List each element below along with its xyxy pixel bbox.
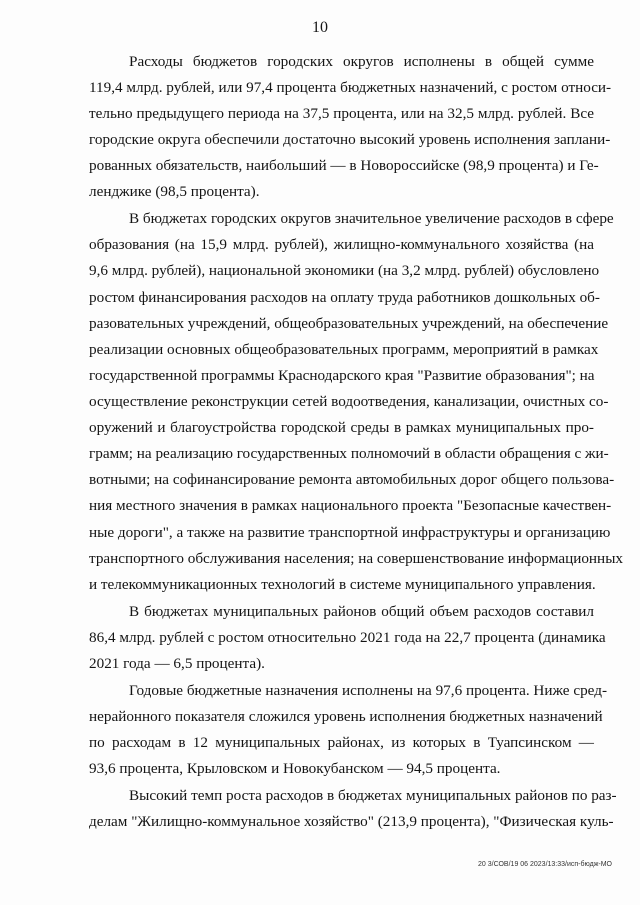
text-line: делам "Жилищно-коммунальное хозяйство" (213,9 процента), "Физическая куль- bbox=[89, 813, 614, 830]
text-line: рованных обязательств, наибольший — в Новороссийске (98,9 процента) и Ге- bbox=[89, 157, 599, 174]
text-line: реализации основных общеобразовательных программ, мероприятий в рамках bbox=[89, 341, 599, 358]
text-line: Высокий темп роста расходов в бюджетах муниципальных районов по раз- bbox=[129, 787, 617, 804]
text-line: государственной программы Краснодарского края "Развитие образования"; на bbox=[89, 367, 595, 384]
text-line: ные дороги", а также на развитие транспортной инфраструктуры и организацию bbox=[89, 524, 611, 541]
text-line: ростом финансирования расходов на оплату труда работников дошкольных об- bbox=[89, 289, 600, 306]
text-line: оружений и благоустройства городской среды в рамках муниципальных про- bbox=[89, 419, 594, 436]
text-line: осуществление реконструкции сетей водоотведения, канализации, очистных со- bbox=[89, 393, 609, 410]
text-line: ленджике (98,5 процента). bbox=[89, 183, 260, 200]
text-line: В бюджетах городских округов значительное увеличение расходов в сфере bbox=[129, 210, 614, 227]
text-line: В бюджетах муниципальных районов общий объем расходов составил bbox=[129, 603, 594, 620]
text-line: вотными; на софинансирование ремонта автомобильных дорог общего пользова- bbox=[89, 471, 615, 488]
text-line: грамм; на реализацию государственных полномочий в области обращения с жи- bbox=[89, 445, 609, 462]
text-line: городские округа обеспечили достаточно высокий уровень исполнения заплани- bbox=[89, 131, 611, 148]
text-line: по расходам в 12 муниципальных районах, из которых в Туапсинском — bbox=[89, 734, 594, 751]
text-line: транспортного обслуживания населения; на совершенствование информационных bbox=[89, 550, 623, 567]
text-line: 86,4 млрд. рублей с ростом относительно 2021 года на 22,7 процента (динамика bbox=[89, 629, 606, 646]
text-line: и телекоммуникационных технологий в системе муниципального управления. bbox=[89, 576, 596, 593]
document-footer-code: 20 3/СОВ/19 06 2023/13:33/исп-бюдж-МО bbox=[478, 861, 612, 868]
text-line: 9,6 млрд. рублей), национальной экономики (на 3,2 млрд. рублей) обусловлено bbox=[89, 262, 600, 279]
text-line: тельно предыдущего периода на 37,5 процента, или на 32,5 млрд. рублей. Все bbox=[89, 105, 594, 122]
text-line: нерайонного показателя сложился уровень исполнения бюджетных назначений bbox=[89, 708, 603, 725]
text-line: 119,4 млрд. рублей, или 97,4 процента бюджетных назначений, с ростом относи- bbox=[89, 79, 612, 96]
text-line: Годовые бюджетные назначения исполнены на 97,6 процента. Ниже сред- bbox=[129, 682, 608, 699]
text-line: 93,6 процента, Крыловском и Новокубанском — 94,5 процента. bbox=[89, 760, 501, 777]
text-line: образования (на 15,9 млрд. рублей), жилищно-коммунального хозяйства (на bbox=[89, 236, 594, 253]
text-line: 2021 года — 6,5 процента). bbox=[89, 655, 265, 672]
page-number: 10 bbox=[312, 19, 328, 36]
text-line: ния местного значения в рамках национального проекта "Безопасные качествен- bbox=[89, 497, 612, 514]
text-line: разовательных учреждений, общеобразовательных учреждений, на обеспечение bbox=[89, 315, 609, 332]
text-line: Расходы бюджетов городских округов исполнены в общей сумме bbox=[129, 53, 594, 70]
